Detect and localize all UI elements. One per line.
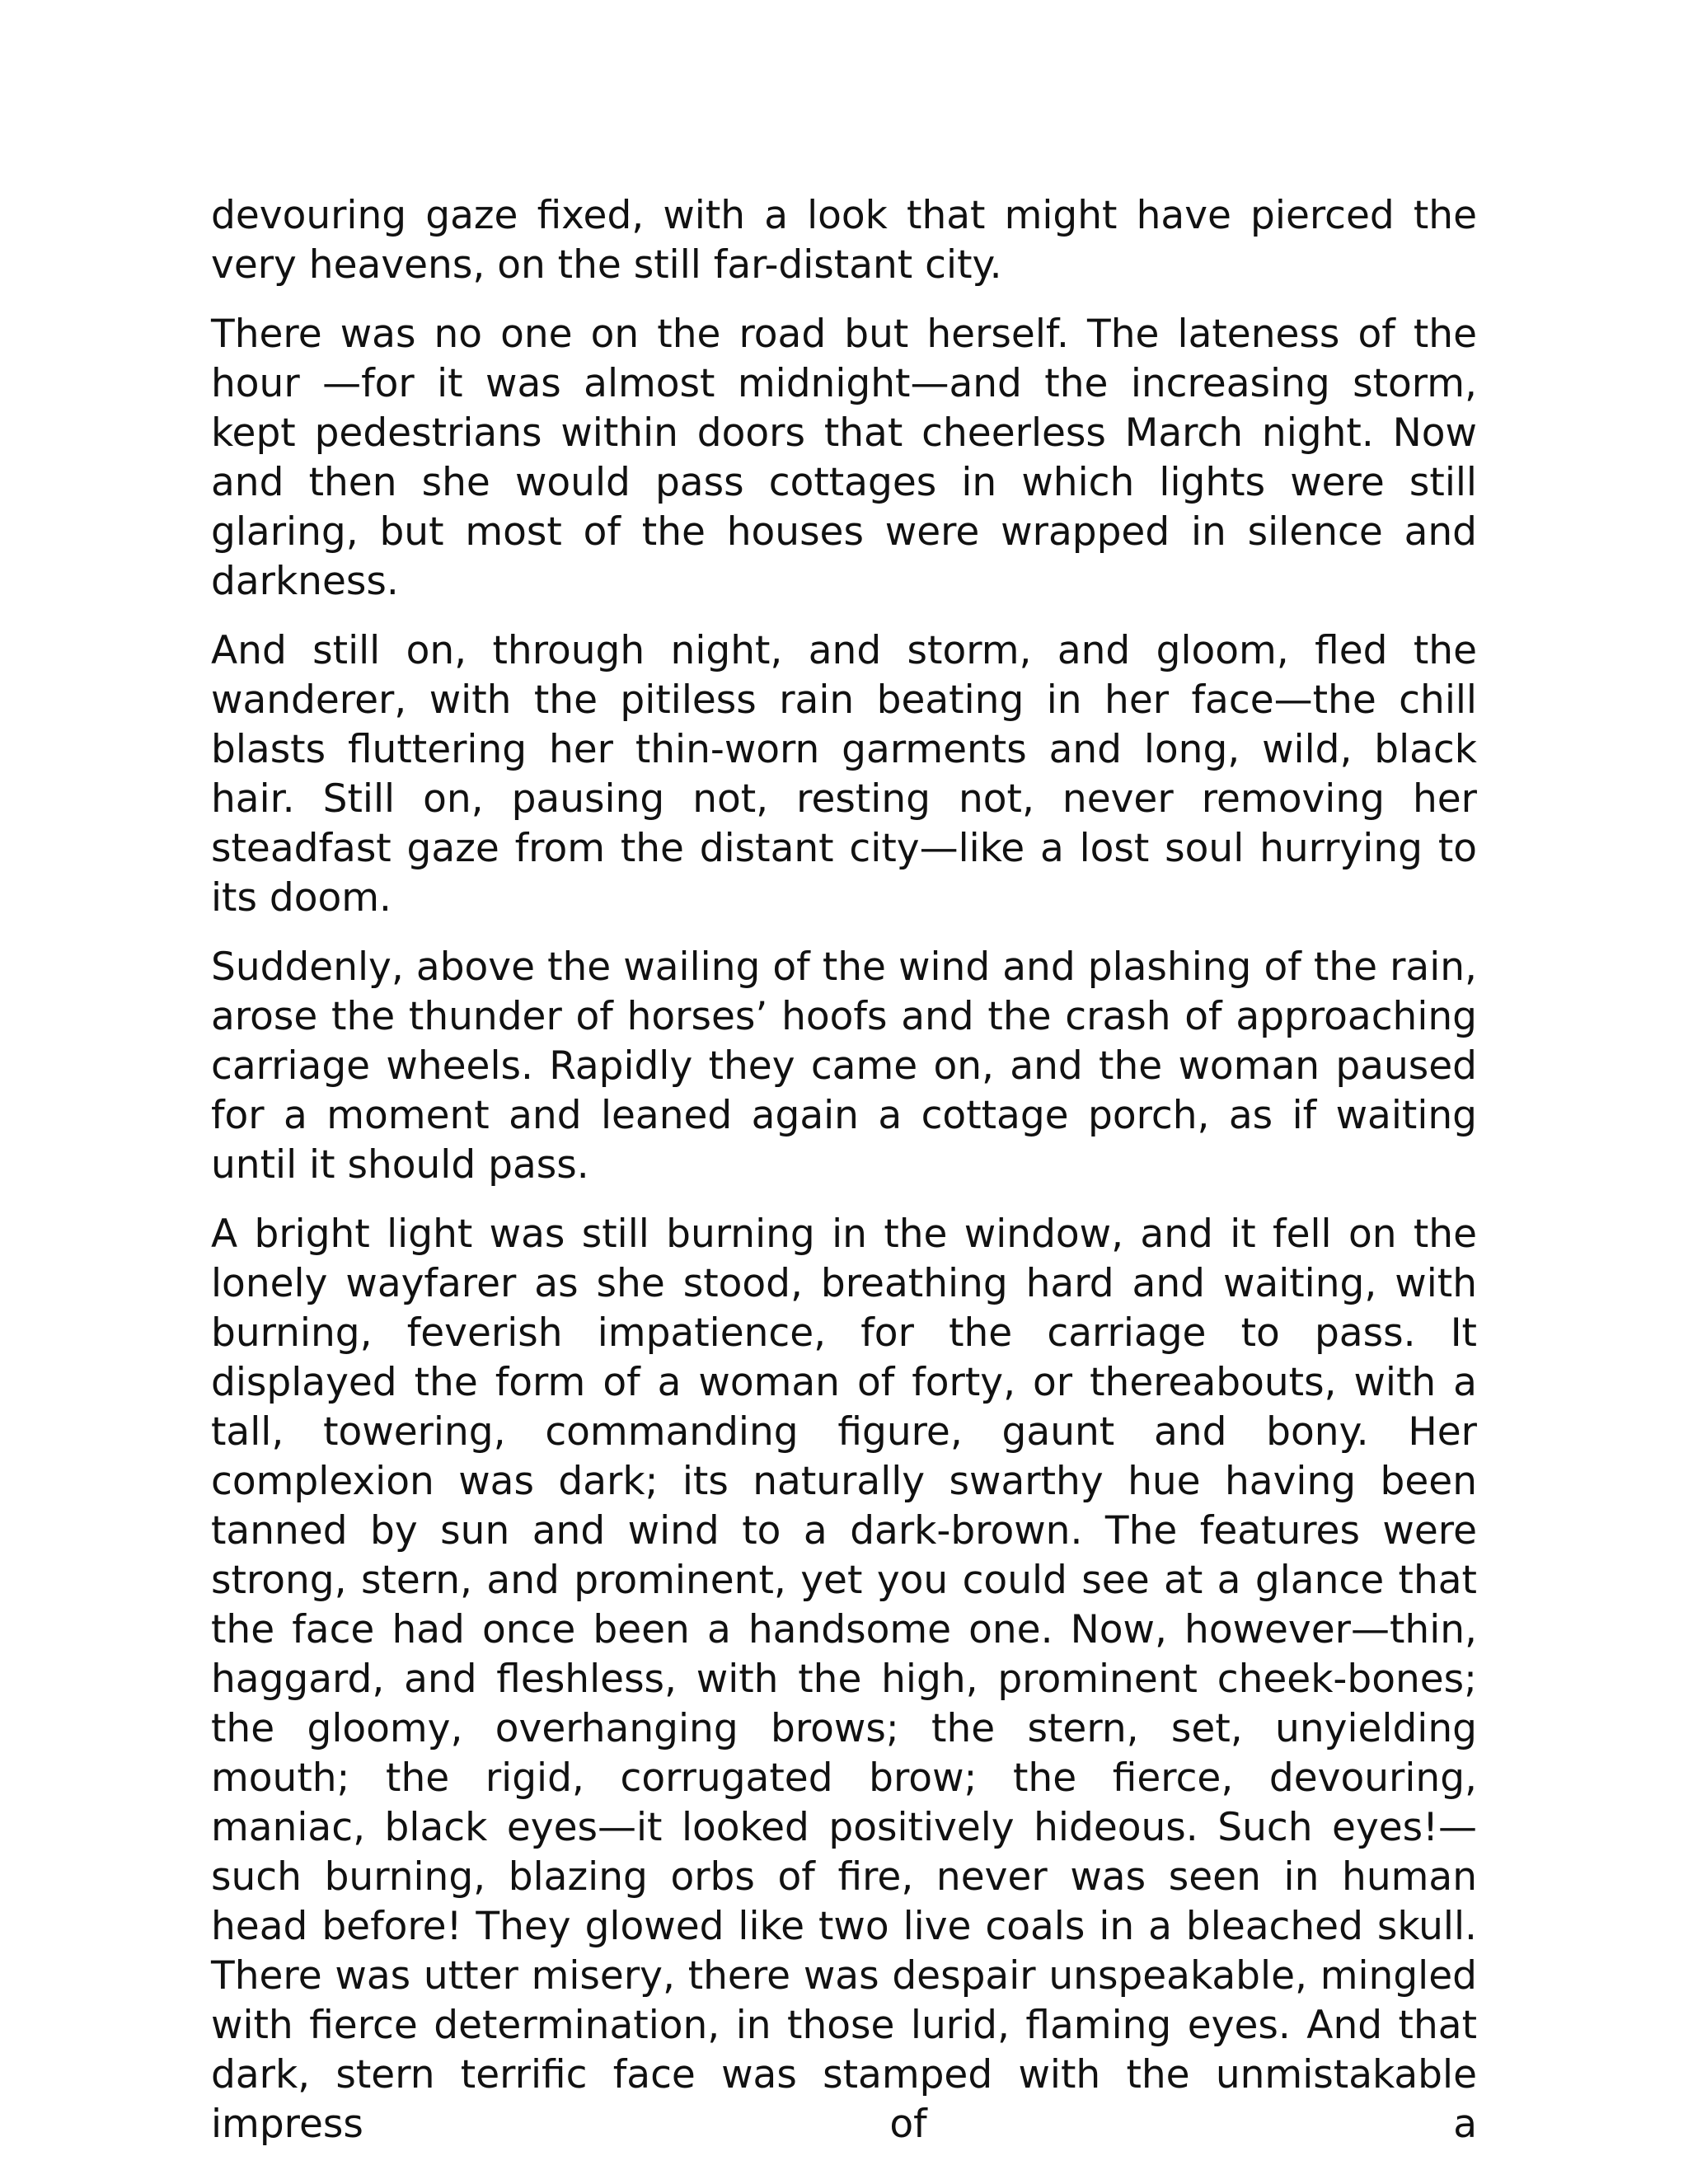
paragraph-3: And still on, through night, and storm, and gloom, fled the wanderer, with the pitiless rain beating in her face—the chill blasts fluttering her thin-worn garments and long, wild, black hair. Still on, pausing not, resting not, never removing her steadfast gaze from the distant city—like a lost soul hurrying to its doom. [211,628,1477,921]
paragraph-4: Suddenly, above the wailing of the wind and plashing of the rain, arose the thunder of horses’ hoofs and the crash of approaching carriage wheels. Rapidly they came on, and the woman paused for a moment and leaned again a cottage porch, as if waiting until it should pass. [211,944,1477,1188]
paragraph-1: devouring gaze fixed, with a look that might have pierced the very heavens, on the still far-distant city. [211,193,1477,288]
page-body [211,191,1477,2149]
paragraph-5: A bright light was still burning in the window, and it fell on the lonely wayfarer as she stood, breathing hard and waiting, with burning, feverish impatience, for the carriage to pass. It displayed the form of a woman of forty, or thereabouts, with a tall, towering, commanding figure, gaunt and bony. Her complexion was dark; its naturally swarthy hue having been tanned by sun and wind to a dark-brown. The features were strong, stern, and prominent, yet you could see at a glance that the face had once been a handsome one. Now, however—thin, haggard, and fleshless, with the high, prominent cheek-bones; the gloomy, overhanging brows; the stern, set, unyielding mouth; the rigid, corrugated brow; the fierce, devouring, maniac, black eyes—it looked positively hideous. Such eyes!—such burning, blazing orbs of fire, never was seen in human head before! They glowed like two live coals in a bleached skull. There was utter misery, there was despair unspeakable, mingled with fierce determination, in those lurid, flaming eyes. And that dark, stern terrific face was stamped with the unmistakable impress of a [211,1212,1477,2147]
paragraph-2: There was no one on the road but herself. The lateness of the hour —for it was almost midnight—and the increasing storm, kept pedestrians within doors that cheerless March night. Now and then she would pass cottages in which lights were still glaring, but most of the houses were wrapped in silence and darkness. [211,312,1477,604]
